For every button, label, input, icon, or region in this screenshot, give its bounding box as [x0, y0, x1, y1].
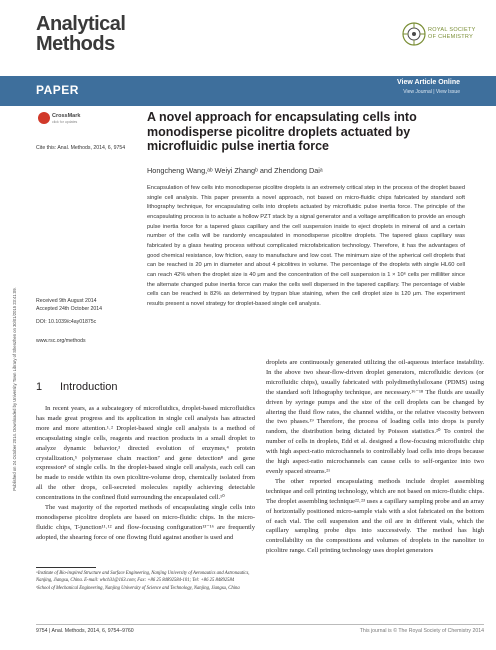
vertical-download-note — [4, 200, 17, 580]
footnote-affiliation-b: ᵇSchool of Mechanical Engineering, Nanjing University of Science and Technology, Nanjing, Jiangsu, China — [36, 586, 240, 592]
view-article-online-link[interactable]: View Article Online — [396, 79, 460, 86]
footnotes — [36, 571, 255, 593]
received-accepted-dates — [36, 297, 141, 313]
body-column-right — [266, 358, 484, 628]
footer-copyright: This journal is © The Royal Society of Chemistry 2014 — [359, 628, 484, 634]
footnote-divider — [36, 567, 96, 568]
article-title: A novel approach for encapsulating cells into monodisperse picolitre droplets actuated by microfluidic pulse inertia force — [147, 110, 417, 153]
footer-page-info: 9754 | Anal. Methods, 2014, 6, 9754–9760 — [36, 628, 134, 634]
abstract: Encapsulation of few cells into monodisperse picolitre droplets is an extremely critical step in the process of the droplet based single cell analysis. This paper presents a novel approach, not based on micro-fluidic chips fabricated by standard soft lithography technique, for encapsulating cells into droplets actuated by microfluidic pulse inertia force. The principle of the encapsulating process is to actuate a hollow PZT stack by a signal generator and a voltage amplification to provide an enough pulse inertia force for a tapered glass capillary and the cell suspension inside to eject droplets in mineral oil and a certain number of the cells will be randomly encapsulated in monodisperse picolitre droplets. The tapered glass capillary was fabricated by a glass heating process without complicated microfabrication technology. Therefore, it has the advantages of good chemical resistance, low friction, easy to manufacture and low cost. The minimum size of the spherical cell droplets that can be reached is 20 μm in diameter and about 4 picolitres in volume. The percentage of the droplets with single HL60 cell can reach 42% when the droplet size is 40 μm and the concentration of the cell suspension is 1 × 10⁶ cells per milliliter since the alternate changed pulse inertia force can make the cells well dispersed in the tapered capillary. The percentage of viable cells can be reached is 82% as determined by trypan blue staining, when the cell droplet size is 120 μm. The experiment results present a novel strategy for droplet-based single cell analysis. — [147, 185, 465, 307]
body-column-left — [36, 404, 255, 562]
footer-divider — [36, 624, 484, 625]
accepted-date: Accepted 24th October 2014 — [36, 306, 103, 312]
paragraph: The other reported encapsulating methods include droplet assembling technique and cell printing technology, which are not based on micro-fluidic chips. The droplet assembling technique²²˒²³ uses a capillary sampling probe and an array of horizontally positioned micro-sample vials with a slot fabricated on the bottom of each vial. The cell suspension and the oil are in different vials, which the capillary sampling probe dips into successively. The method has high controllability on the compositions and volumes of droplets in the nanoliter to picolitre range. Cell printing technology uses droplet generators — [266, 477, 484, 555]
paragraph: The vast majority of the reported methods of encapsulating single cells into monodisperse picolitre droplets are based on micro-fluidic chips. In the micro-fluidic chips, T-junction¹¹˒¹² and flow-focusing configuration¹³⁻¹⁶ are frequently adopted, the shearing force of one flowing fluid against another is used and — [36, 504, 255, 541]
footnote-affiliation-a: ᵃInstitute of Bio-inspired Structure and Surface Engineering, Nanjing University of Aeronautics and Astronautics, Nanjing, Jiangsu, China. E-mail: whch31@163.com; Fax: +86 25 84892584-101; Tel: +86 25 84892584 — [36, 571, 250, 583]
section-heading: Introduction — [60, 381, 118, 393]
crossmark-label[interactable]: CrossMark — [52, 113, 81, 119]
rsc-logo-icon — [402, 22, 426, 46]
section-number: 1 — [36, 381, 43, 393]
author-list: Hongcheng Wang,ᵃᵇ Weiyi Zhangᵇ and Zhendong Daiᵃ — [147, 166, 323, 175]
crossmark-icon[interactable] — [38, 112, 50, 124]
crossmark-sublabel[interactable]: click for updates — [52, 120, 78, 124]
publisher-name-line1: ROYAL SOCIETY — [428, 27, 476, 33]
cite-this: Cite this: Anal. Methods, 2014, 6, 9754 — [36, 145, 126, 151]
journal-website[interactable]: www.rsc.org/methods — [36, 338, 86, 344]
article-type-label: PAPER — [36, 83, 79, 97]
vertical-download-text: Published on 24 October 2014. Downloaded by University Town Library of Shenzhen on 30/01/2015 23:41:09. — [12, 287, 17, 491]
received-date: Received 9th August 2014 — [36, 298, 97, 304]
view-journal-issue-link[interactable]: View Journal | View Issue — [403, 89, 460, 95]
paragraph: droplets are continuously generated utilizing the oil-aqueous interface instability. In the above two shear-flow-driven droplet generators, microfluidic devices (or microfluidic chips), usually fabricated with polydimethylsiloxane (PDMS) using the standard soft lithography technique, are necessary.¹⁶⁻¹⁸ The fluids are usually driven by syringe pumps and the size of the cell droplets can be changed by altering the fluid flow rates, the channel widths, or the relative viscosity between the two phases.¹⁹ Therefore, the process of loading cells into drops is purely random, the distribution being dictated by Poisson statistics.²⁰ To control the number of cells in droplets, Edd et al. designed a flow-focusing microfluidic chip with high aspect-ratio microchannels to controllably load cells into drops because the high aspect-ratio microchannels can cause cells to self-organize into two evenly spaced streams.²¹ — [266, 359, 484, 475]
doi[interactable]: DOI: 10.1039/c4ay01875c — [36, 319, 97, 325]
paragraph: In recent years, as a subcategory of microfluidics, droplet-based microfluidics has made great progress and its application in single cell analysis has attracted more and more attention.¹˒² Droplet-based single cell analysis is a method of encapsulating single cells, reagents and reaction products in a small droplet to analyze dynamic behavior,³ directed evolution of enzymes,⁴ protein crystallization,⁵ polymerase chain reaction⁷ and gene detection⁸ and gene expression⁹ of single cells. In the droplet-based single cell analysis, each cell can be made to reside within its own picolitre-volume drop, chemically isolated from all the other drops, cell-secreted molecules rapidly achieving detectable concentrations in the confined fluid surrounding the encapsulated cell.¹⁰ — [36, 405, 255, 502]
journal-name-line1: Analytical — [36, 13, 126, 35]
journal-name-line2: Methods — [36, 33, 115, 55]
publisher-name-line2: OF CHEMISTRY — [428, 34, 474, 40]
